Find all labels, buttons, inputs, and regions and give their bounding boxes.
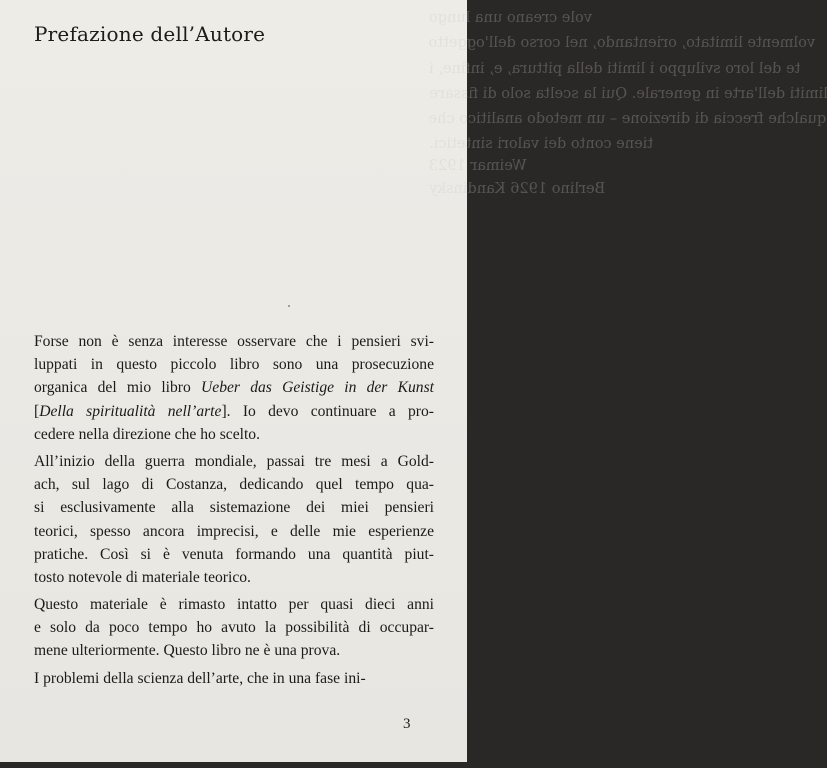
text-line: cedere nella direzione che ho scelto.: [34, 425, 260, 443]
text-segment: ]. Io devo continuare a pro-: [221, 402, 434, 420]
paper-speck: [288, 305, 290, 307]
text-line: Forse non è senza interesse osservare che i pensieri svi-: [34, 333, 434, 350]
text-line: mene ulteriormente. Questo libro ne è una prova.: [34, 642, 341, 660]
paragraph: [34, 593, 434, 663]
page-edge-shadow: [0, 762, 467, 768]
chapter-title: Prefazione dell’Autore: [34, 22, 266, 46]
text-line: [34, 400, 434, 423]
page-number: 3: [403, 716, 411, 732]
text-line: [34, 376, 434, 399]
italic-title: Della spiritualità nell’arte: [39, 402, 222, 420]
text-line: luppati in questo piccolo libro sono una prosecuzione: [34, 356, 434, 374]
bleed-through-line: qualche freccia di direzione – un metodo analitico che: [429, 111, 827, 127]
body-text: [34, 330, 434, 690]
bleed-through-line: Weimar 1923: [429, 158, 527, 174]
text-line: All’inizio della guerra mondiale, passai tre mesi a Gold-: [34, 452, 434, 470]
text-segment: organica del mio libro: [34, 379, 202, 397]
bleed-through-line: Berlino 1926 Kandinsky: [429, 181, 606, 197]
text-line: Questo materiale è rimasto intatto per quasi dieci anni: [34, 596, 434, 614]
text-line: si esclusivamente alla sistemazione dei miei pensieri: [34, 499, 434, 517]
text-line: I problemi della scienza dell’arte, che in una fase ini-: [34, 669, 366, 687]
italic-title: Ueber das Geistige in der Kunst: [201, 379, 434, 397]
bleed-through-line: volmente limitato, orientando, nel corso dell'oggetto: [429, 35, 816, 51]
paragraph: [34, 450, 434, 589]
text-line: pratiche. Così si è venuta formando una quantità piut-: [34, 545, 434, 563]
text-line: tosto notevole di materiale teorico.: [34, 568, 251, 586]
text-line: e solo da poco tempo ho avuto la possibilità di occupar-: [34, 619, 434, 637]
text-segment: [: [34, 402, 40, 420]
bleed-through-line: te del loro sviluppo i limiti della pittura, e, infine, i: [429, 61, 801, 77]
bleed-through-line: vole creano una lungo: [429, 10, 592, 26]
bleed-through-line: limiti dell'arte in generale. Qui la scelta solo di fissare: [429, 86, 827, 102]
bleed-through-line: tiene conto dei valori sintetici.: [429, 136, 654, 152]
paragraph: [34, 667, 434, 690]
text-line: teorici, spesso ancora imprecisi, e delle mie esperienze: [34, 522, 434, 540]
text-line: ach, sul lago di Costanza, dedicando quel tempo qua-: [34, 476, 434, 494]
paragraph: [34, 330, 434, 446]
